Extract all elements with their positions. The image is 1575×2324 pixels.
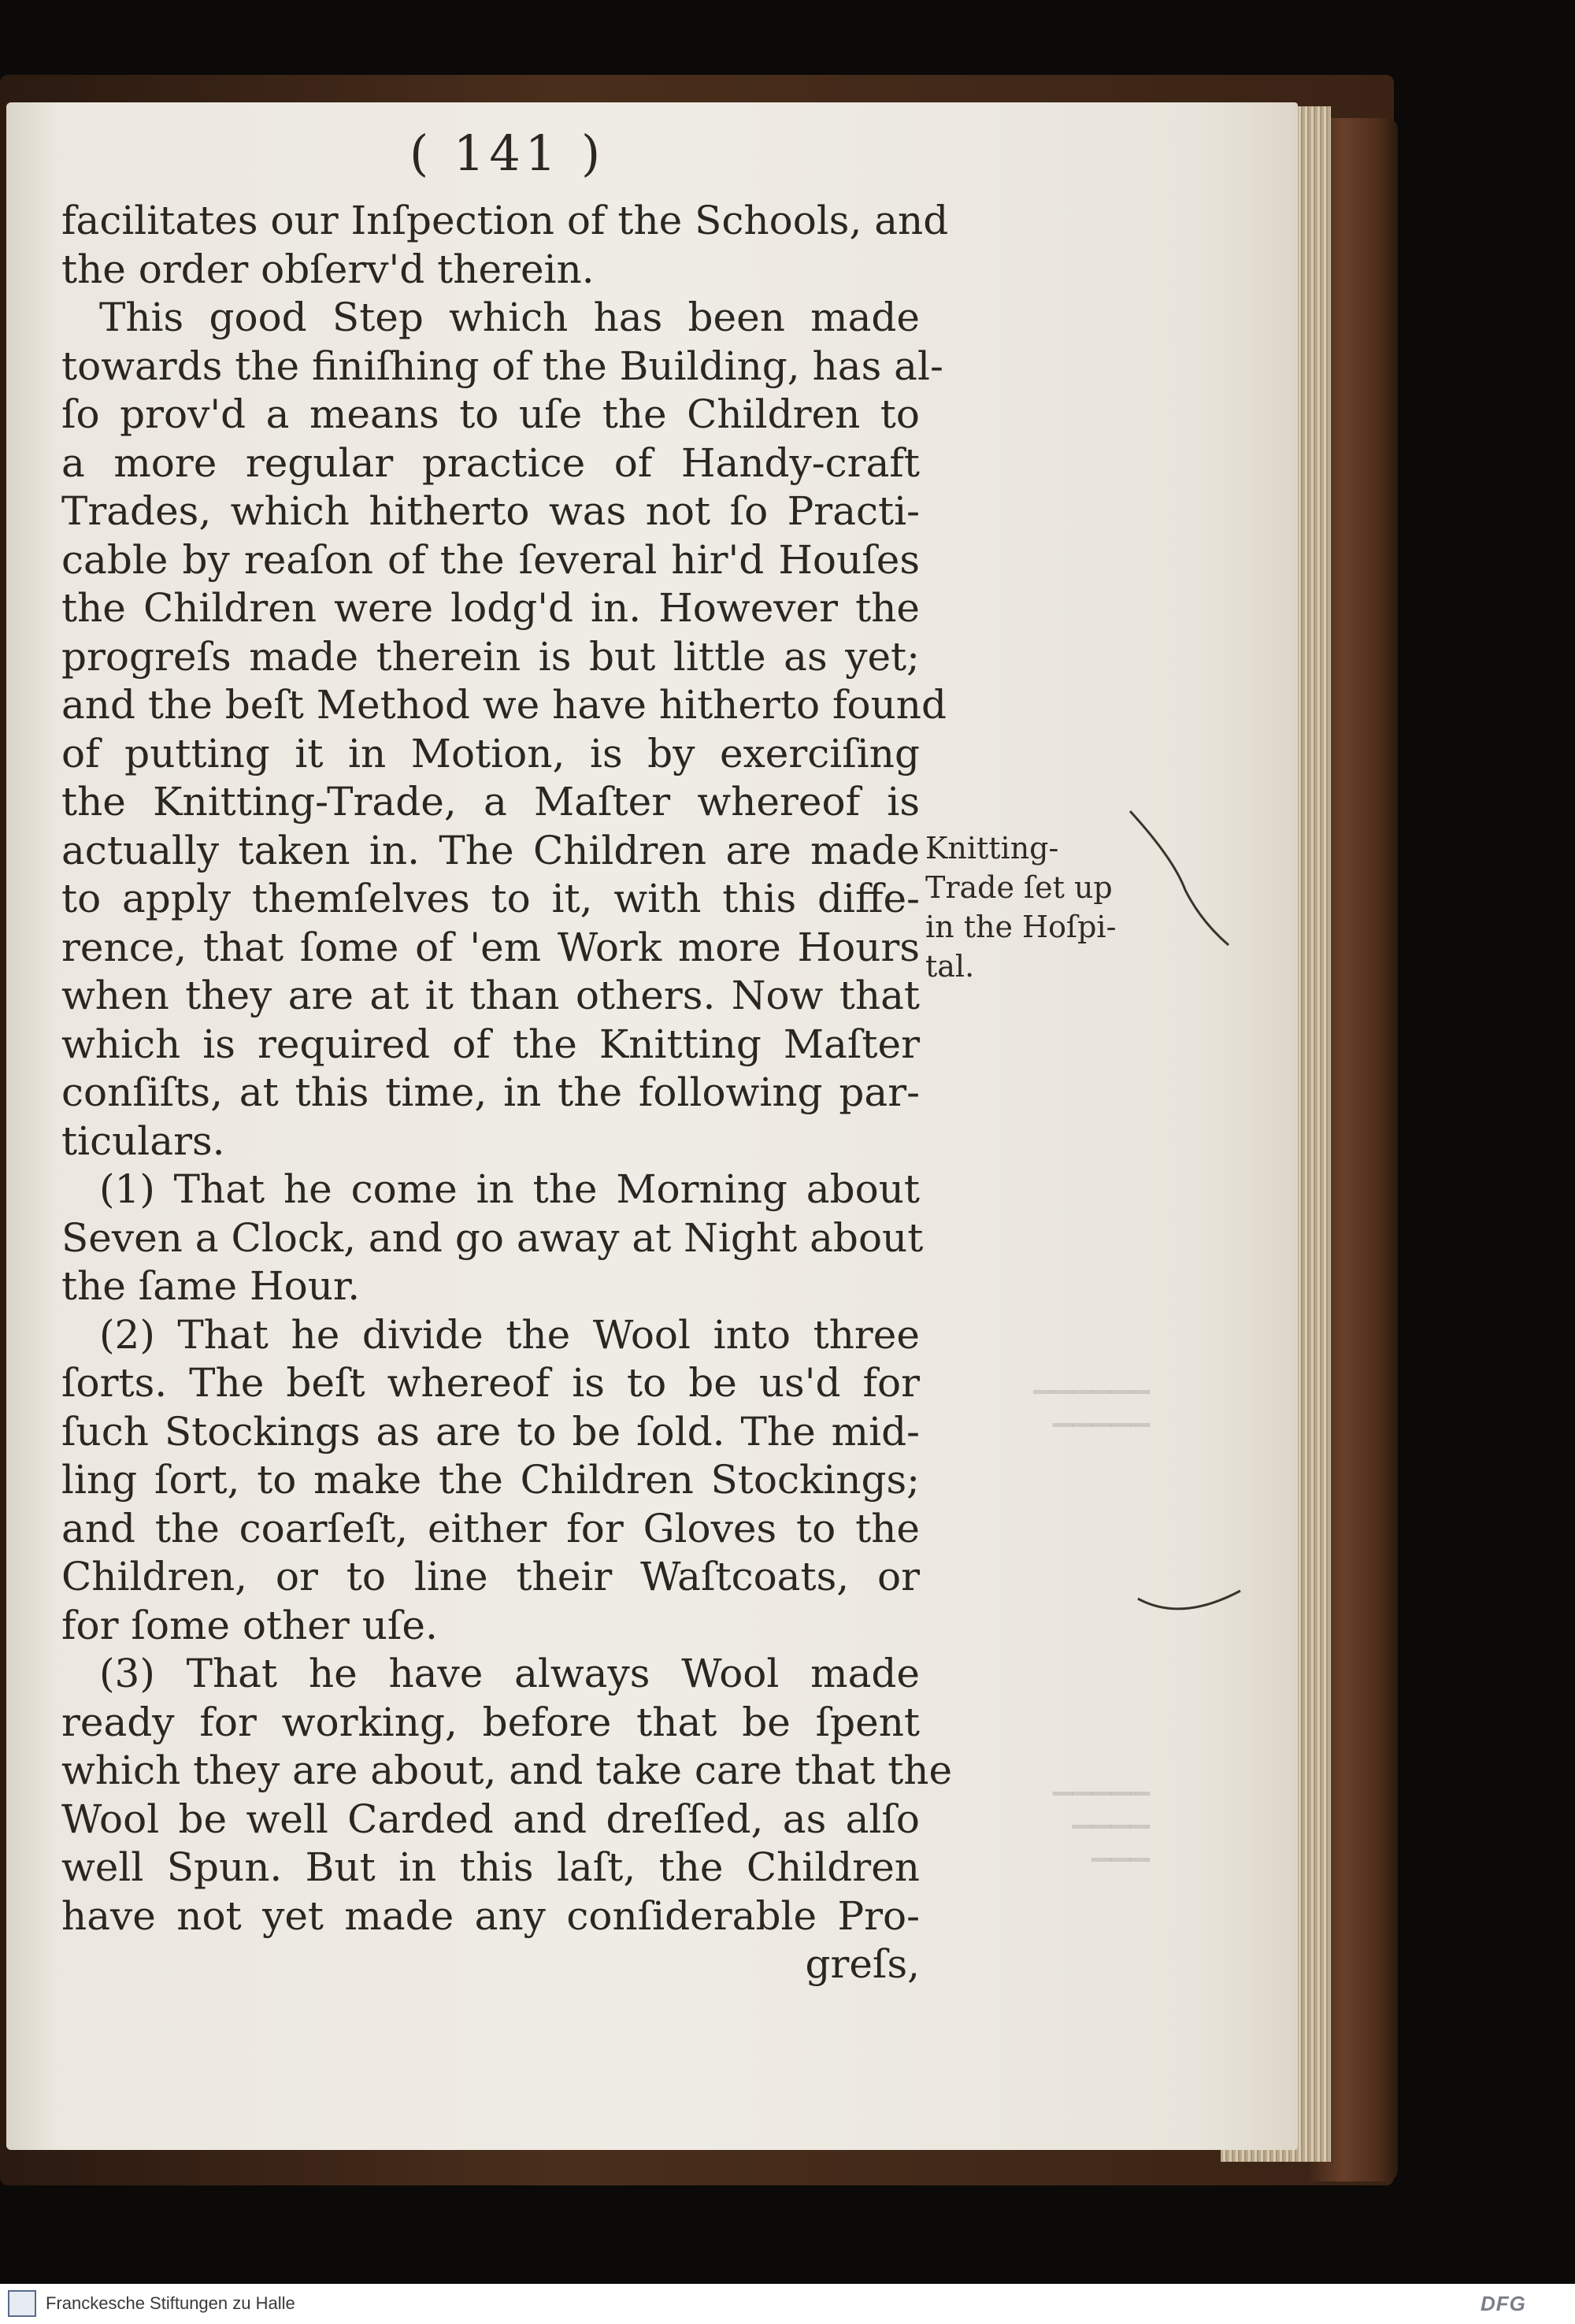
text-line: conſiſts, at this time, in the following par- <box>61 1069 920 1115</box>
text-line: facilitates our Inſpection of the Schools, and <box>61 198 949 243</box>
text-line: (2) That he divide the Wool into three <box>99 1311 920 1358</box>
footer-institution: Franckesche Stiftungen zu Halle <box>46 2293 295 2313</box>
text-line: This good Step which has been made <box>99 295 920 340</box>
text-line: ling ſort, to make the Children Stockings; <box>61 1457 920 1503</box>
text-line: well Spun. But in this laſt, the Children <box>61 1844 920 1890</box>
text-line: (3) That he have always Wool made <box>99 1651 920 1696</box>
text-line: progreſs made therein is but little as yet; <box>61 633 920 680</box>
text-line: which they are about, and take care that the <box>61 1748 953 1793</box>
text-line: Children, or to line their Waſtcoats, or <box>61 1554 920 1599</box>
text-line: (1) That he come in the Morning about <box>99 1166 920 1212</box>
catchword: greſs, <box>805 1941 920 1987</box>
text-line: and the beſt Method we have hitherto found <box>61 682 947 728</box>
text-line: ſorts. The beſt whereof is to be us'd for <box>61 1360 920 1406</box>
marginal-note-line: Knitting- <box>925 831 1059 865</box>
pencil-mark <box>1126 803 1236 953</box>
text-line: rence, that ſome of 'em Work more Hours <box>61 924 920 970</box>
text-line: of putting it in Motion, is by exerciſing <box>61 730 920 777</box>
page-number: ( 141 ) <box>410 124 606 182</box>
text-line: to apply themſelves to it, with this diffe- <box>61 876 920 921</box>
text-line: which is required of the Knitting Maſter <box>61 1021 920 1067</box>
marginal-note-line: Trade ſet up <box>925 870 1113 905</box>
text-line: the Children were lodg'd in. However the <box>61 585 920 631</box>
text-line: have not yet made any conſiderable Pro- <box>61 1892 920 1939</box>
text-line: the ſame Hour. <box>61 1263 361 1309</box>
text-line: Trades, which hitherto was not ſo Practi- <box>61 488 920 534</box>
text-line: and the coarſeſt, either for Gloves to the <box>61 1505 920 1551</box>
footer-bar <box>0 2284 1575 2324</box>
pencil-mark <box>1134 1575 1244 1622</box>
text-line: the order obſerv'd therein. <box>61 246 595 292</box>
marginal-note-line: tal. <box>925 949 975 984</box>
text-line: ticulars. <box>61 1118 225 1164</box>
show-through-note: ▁▁▁▁▁ ▁▁▁▁ ▁▁▁ <box>1052 1766 1150 1862</box>
marginal-note-line: in the Hoſpi- <box>925 910 1117 944</box>
show-through-note: ▁▁▁▁▁▁ ▁▁▁▁▁ <box>1033 1364 1150 1427</box>
text-line: ſo prov'd a means to uſe the Children to <box>61 391 920 437</box>
text-line: the Knitting-Trade, a Maſter whereof is <box>61 779 920 825</box>
text-line: cable by reaſon of the ſeveral hir'd Houſes <box>61 536 920 583</box>
institution-logo-icon <box>8 2290 36 2317</box>
text-line: actually taken in. The Children are made <box>61 827 920 873</box>
text-line: ſuch Stockings as are to be ſold. The mid- <box>61 1408 920 1455</box>
dfg-logo: DFG <box>1480 2292 1526 2315</box>
text-line: Seven a Clock, and go away at Night about <box>61 1214 924 1261</box>
text-line: towards the finiſhing of the Building, has al- <box>61 343 943 389</box>
text-line: when they are at it than others. Now that <box>61 973 920 1018</box>
text-line: for ſome other uſe. <box>61 1602 438 1648</box>
text-line: Wool be well Carded and dreſſed, as alſo <box>61 1796 920 1842</box>
text-line: ready for working, before that be ſpent <box>61 1699 920 1745</box>
text-line: a more regular practice of Handy-craft <box>61 439 920 486</box>
